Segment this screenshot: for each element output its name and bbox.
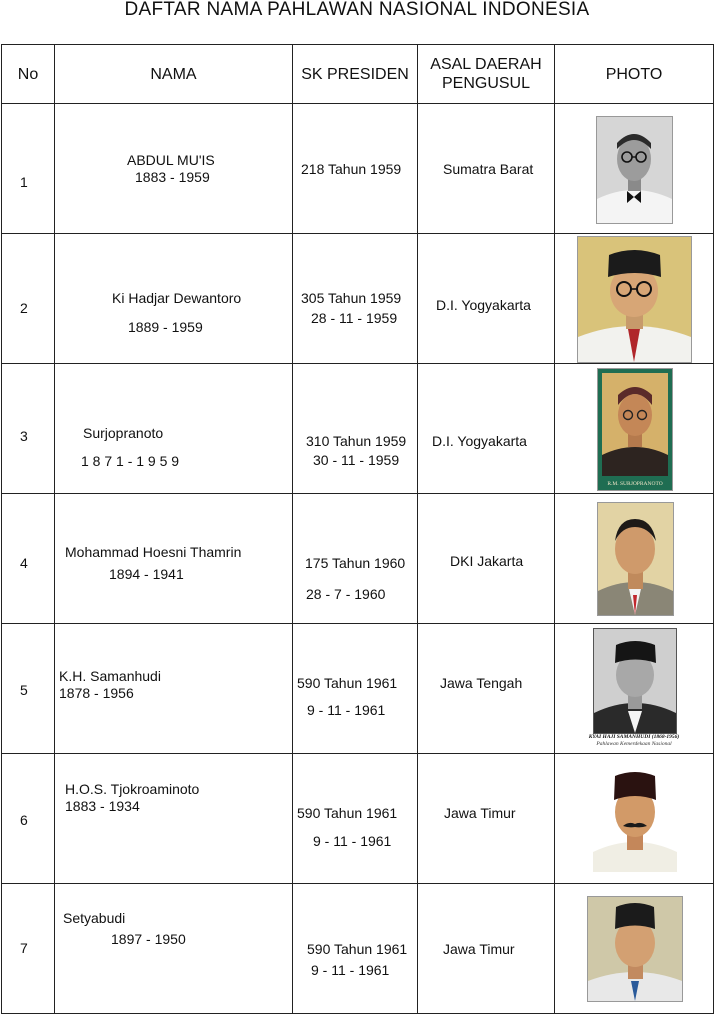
region: DKI Jakarta <box>450 553 524 569</box>
sk-date: 30 - 11 - 1959 <box>313 452 400 468</box>
table-row <box>2 364 714 494</box>
cell-sk <box>293 364 418 494</box>
region: D.I. Yogyakarta <box>432 433 527 449</box>
cell-sk <box>293 754 418 884</box>
cell-no <box>2 364 55 494</box>
cell-nama <box>55 624 293 754</box>
cell-region <box>418 884 555 1014</box>
table-row <box>2 754 714 884</box>
sk-number: 175 Tahun 1960 <box>305 555 406 571</box>
region: Sumatra Barat <box>443 161 534 177</box>
sk-date: 28 - 7 - 1960 <box>306 586 386 602</box>
row-number: 6 <box>20 812 28 828</box>
portrait-mustache-icon <box>589 766 681 872</box>
cell-nama <box>55 884 293 1014</box>
table-row <box>2 104 714 234</box>
heroes-table <box>1 44 714 1014</box>
cell-photo <box>555 104 714 234</box>
header-sk-presiden: SK PRESIDEN <box>293 45 418 104</box>
header-asal-line2: PENGUSUL <box>441 75 531 92</box>
header-no: No <box>2 45 55 104</box>
cell-nama <box>55 494 293 624</box>
portrait-bw-peci-icon <box>593 628 677 734</box>
row-number: 4 <box>20 555 28 571</box>
hero-name: ABDUL MU'IS <box>127 152 215 168</box>
sk-date: 28 - 11 - 1959 <box>311 310 398 326</box>
table-header-row <box>2 45 714 104</box>
region: Jawa Tengah <box>440 675 523 691</box>
table-row <box>2 234 714 364</box>
portrait-headcloth-icon <box>597 368 673 491</box>
cell-region <box>418 754 555 884</box>
cell-no <box>2 624 55 754</box>
cell-region <box>418 234 555 364</box>
photo-caption: R.M. SURJOPRANOTO <box>607 481 663 487</box>
hero-name: Setyabudi <box>63 910 126 926</box>
header-asal-daerah <box>418 45 555 104</box>
cell-photo <box>555 884 714 1014</box>
cell-region <box>418 364 555 494</box>
hero-years: 1878 - 1956 <box>59 685 134 701</box>
table-row <box>2 494 714 624</box>
hero-name: K.H. Samanhudi <box>59 668 161 684</box>
sk-number: 590 Tahun 1961 <box>297 805 398 821</box>
cell-nama <box>55 104 293 234</box>
cell-sk <box>293 494 418 624</box>
cell-sk <box>293 884 418 1014</box>
cell-region <box>418 494 555 624</box>
cell-sk <box>293 234 418 364</box>
sk-number: 590 Tahun 1961 <box>307 941 408 957</box>
header-photo: PHOTO <box>555 45 714 104</box>
sk-number: 305 Tahun 1959 <box>301 290 402 306</box>
cell-no <box>2 234 55 364</box>
cell-sk <box>293 104 418 234</box>
cell-no <box>2 104 55 234</box>
sk-date: 9 - 11 - 1961 <box>311 962 390 978</box>
row-number: 3 <box>20 428 28 444</box>
photo-caption-subtitle: Pahlawan Kemerdekaan Nasional <box>596 741 672 747</box>
hero-name: Ki Hadjar Dewantoro <box>112 290 242 306</box>
table-row <box>2 624 714 754</box>
portrait-elder-peci-icon <box>587 896 683 1002</box>
photo-caption: KYAI HAJI SAMANHUDI (1868-1956) <box>588 734 680 740</box>
cell-photo <box>555 754 714 884</box>
sk-number: 310 Tahun 1959 <box>306 433 407 449</box>
table-row <box>2 884 714 1014</box>
hero-name: Mohammad Hoesni Thamrin <box>65 544 242 560</box>
hero-years: 1889 - 1959 <box>128 319 203 335</box>
region: Jawa Timur <box>444 805 516 821</box>
row-number: 2 <box>20 300 28 316</box>
page-title: DAFTAR NAMA PAHLAWAN NASIONAL INDONESIA <box>124 0 590 20</box>
portrait-peci-glasses-icon <box>577 236 692 363</box>
cell-photo <box>555 624 714 754</box>
row-number: 1 <box>20 174 28 190</box>
cell-photo <box>555 364 714 494</box>
cell-no <box>2 754 55 884</box>
cell-photo <box>555 494 714 624</box>
hero-years: 1894 - 1941 <box>109 566 184 582</box>
cell-sk <box>293 624 418 754</box>
hero-name: Surjopranoto <box>83 425 164 441</box>
cell-no <box>2 884 55 1014</box>
cell-no <box>2 494 55 624</box>
header-asal-line1: ASAL DAERAH <box>430 56 542 73</box>
region: D.I. Yogyakarta <box>436 297 531 313</box>
sk-number: 590 Tahun 1961 <box>297 675 398 691</box>
portrait-bowtie-icon <box>596 116 673 224</box>
cell-photo <box>555 234 714 364</box>
sk-number: 218 Tahun 1959 <box>301 161 402 177</box>
row-number: 5 <box>20 682 28 698</box>
hero-years: 1 8 7 1 - 1 9 5 9 <box>81 453 180 469</box>
cell-nama <box>55 364 293 494</box>
sk-date: 9 - 11 - 1961 <box>307 702 386 718</box>
hero-years: 1883 - 1934 <box>65 798 140 814</box>
cell-region <box>418 104 555 234</box>
cell-nama <box>55 234 293 364</box>
cell-nama <box>55 754 293 884</box>
hero-years: 1883 - 1959 <box>135 169 210 185</box>
cell-region <box>418 624 555 754</box>
region: Jawa Timur <box>443 941 515 957</box>
row-number: 7 <box>20 940 28 956</box>
hero-name: H.O.S. Tjokroaminoto <box>65 781 200 797</box>
sk-date: 9 - 11 - 1961 <box>313 833 392 849</box>
hero-years: 1897 - 1950 <box>111 931 186 947</box>
portrait-suit-icon <box>597 502 674 616</box>
header-nama: NAMA <box>55 45 293 104</box>
